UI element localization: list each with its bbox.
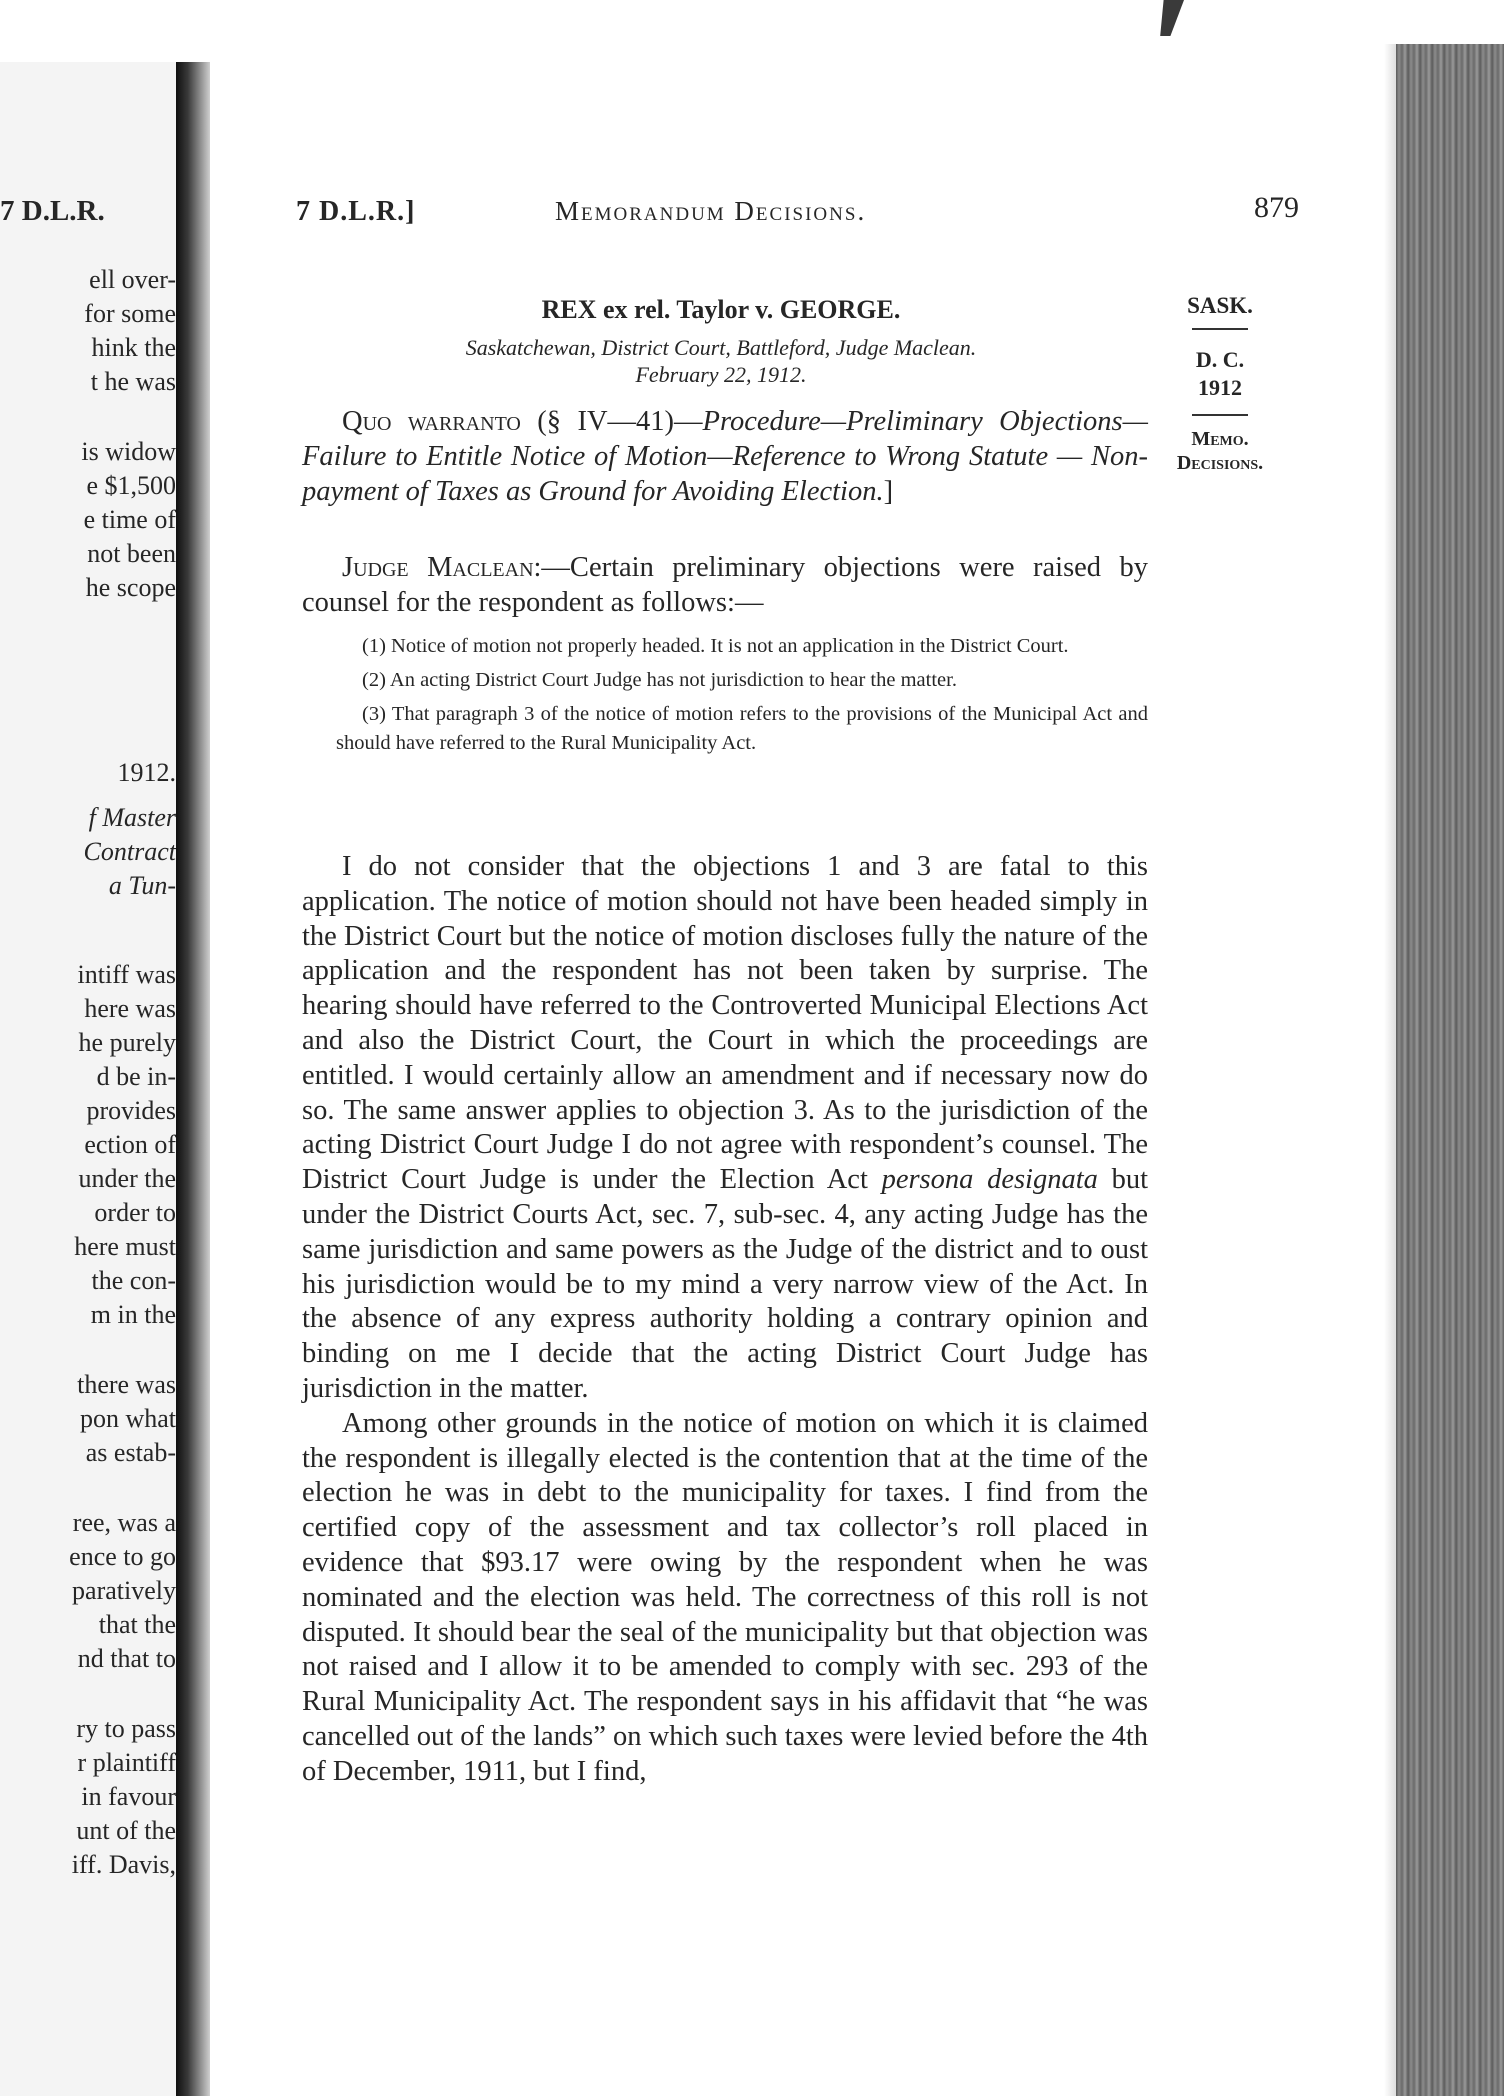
facing-page-line: as estab- [85, 1438, 176, 1467]
running-head-title: Memorandum Decisions. [555, 196, 867, 226]
page-number: 879 [1254, 191, 1299, 224]
running-head-volume: 7 D.L.R.] [296, 196, 416, 227]
facing-page [0, 0, 176, 2096]
facing-page-line: not been [87, 539, 176, 568]
facing-page-line: a Tun- [108, 871, 176, 900]
headnote-text: Procedure—Preliminary Objections—Failure to Entitle Notice of Motion—Reference to Wrong Statute — Non-payment of Taxes as Ground for Avoiding Election. [302, 406, 1148, 507]
facing-page-header: 7 D.L.R. [0, 195, 105, 227]
facing-page-line: here must [74, 1232, 176, 1261]
gutter-top-blank [0, 0, 1504, 62]
facing-page-line: ry to pass [76, 1714, 176, 1743]
paragraph-text: but under the District Courts Act, sec. 7, sub-sec. 4, any acting Judge has the same jurisdiction and same powers as the Judge of the district and to oust his jurisdiction would be to my mind a very narrow view of the Act. In the absence of any express authority holding a contrary opinion and binding on me I decide that the acting District Court Judge has jurisdiction in the matter. [302, 1164, 1148, 1404]
page-stack-edge [1396, 44, 1504, 2096]
objection-item: (1) Notice of motion not properly headed. It is not an application in the District Court. [362, 635, 1069, 657]
facing-page-line: e $1,500 [86, 471, 176, 500]
facing-page-line: he scope [85, 573, 176, 602]
sidenote-rule [1192, 414, 1248, 416]
facing-page-line: e time of [83, 505, 176, 534]
headnote-lead: Quo warranto [342, 406, 521, 437]
facing-page-line: iff. Davis, [71, 1850, 176, 1879]
sidenote-rule [1192, 328, 1248, 330]
facing-page-line: the con- [91, 1266, 176, 1295]
headnote-close: ] [883, 475, 894, 507]
paragraph-taxes: Among other grounds in the notice of motion on which it is claimed the respondent is illegally elected is the contention that at the time of the election he was in debt to the municipality for taxes. I find from the certified copy of the assessment and tax collector’s roll placed in evidence that $93.17 were owing by the respondent when he was nominated and the election was held. The correctness of this roll is not disputed. It should bear the seal of the municipality but that objection was not raised and I allow it to be amended to comply with sec. 293 of the Rural Municipality Act. The respondent says in his affidavit that “he was cancelled out of the lands” on which such taxes were levied before the 4th of December, 1911, but I find, [302, 1407, 1148, 1787]
opening-paragraph [302, 551, 1148, 621]
facing-page-line: t he was [90, 367, 176, 396]
facing-page-line: d be in- [96, 1062, 176, 1091]
sidenote-court: D. C. [1195, 347, 1245, 372]
book-gutter [176, 60, 210, 2096]
paragraph-jurisdiction [302, 850, 1148, 1407]
case-title: REX ex rel. Taylor v. GEORGE. [541, 295, 901, 324]
objection-item: (2) An acting District Court Judge has not jurisdiction to hear the matter. [362, 669, 957, 691]
facing-page-line: ree, was a [72, 1508, 176, 1537]
facing-page-line: r plaintiff [77, 1748, 176, 1777]
headnote-ref: (§ IV—41)— [520, 406, 703, 437]
facing-page-line: f Master [88, 803, 176, 832]
facing-page-line: in favour [81, 1782, 176, 1811]
facing-page-line: provides [86, 1096, 176, 1125]
sidenote-year: 1912 [1198, 375, 1242, 400]
latin-term: persona designata [881, 1164, 1098, 1196]
facing-page-line: order to [94, 1198, 176, 1227]
sidenote-decisions: Decisions. [1176, 452, 1264, 474]
facing-page-line: for some [84, 299, 176, 328]
facing-page-line: Contract [83, 837, 176, 866]
sidenote-memo: Memo. [1191, 428, 1249, 450]
facing-page-line: nd that to [77, 1644, 176, 1673]
facing-page-line: there was [77, 1370, 176, 1399]
objection-item: (3) That paragraph 3 of the notice of motion refers to the provisions of the Municipal Act and should have referred to the Rural Municipality Act. [336, 703, 1148, 754]
facing-page-line: hink the [91, 333, 176, 362]
paragraph-text: I do not consider that the objections 1 and 3 are fatal to this application. The notice of motion should not have been headed simply in the District Court but the notice of motion discloses fully the nature of the application and the respondent has not been taken by surprise. The hearing should have referred to the Controverted Municipal Elections Act and also the District Court, the Court in which the proceedings are entitled. I would certainly allow an amendment and if necessary now do so. The same answer applies to objection 3. As to the jurisdiction of the acting District Court Judge I do not agree with respondent’s counsel. The District Court Judge is under the Election Act [302, 851, 1148, 1196]
facing-page-line: ection of [84, 1130, 176, 1159]
judge-name: Judge Maclean [342, 552, 534, 583]
facing-page-line: unt of the [76, 1816, 176, 1845]
facing-page-line: is widow [81, 437, 176, 466]
facing-page-line: paratively [72, 1576, 176, 1605]
sidenote-province: SASK. [1187, 293, 1253, 318]
case-court: Saskatchewan, District Court, Battleford, Judge Maclean. [465, 335, 977, 360]
facing-page-line: pon what [79, 1404, 176, 1433]
facing-page-line: he purely [78, 1028, 176, 1057]
facing-page-line: ence to go [69, 1542, 176, 1571]
case-date: February 22, 1912. [635, 362, 807, 387]
facing-page-line: intiff was [77, 960, 176, 989]
headnote [302, 405, 1148, 509]
facing-page-line: m in the [90, 1300, 176, 1329]
facing-page-line: 1912. [117, 758, 176, 787]
judgment-body [302, 850, 1148, 1790]
facing-page-line: here was [84, 994, 176, 1023]
opening-text: :—Certain preliminary objections were raised by counsel for the respondent as follows:— [302, 552, 1148, 618]
facing-page-line: under the [78, 1164, 176, 1193]
facing-page-line: that the [98, 1610, 176, 1639]
objections-list [336, 632, 1148, 763]
facing-page-line: ell over- [89, 265, 176, 294]
